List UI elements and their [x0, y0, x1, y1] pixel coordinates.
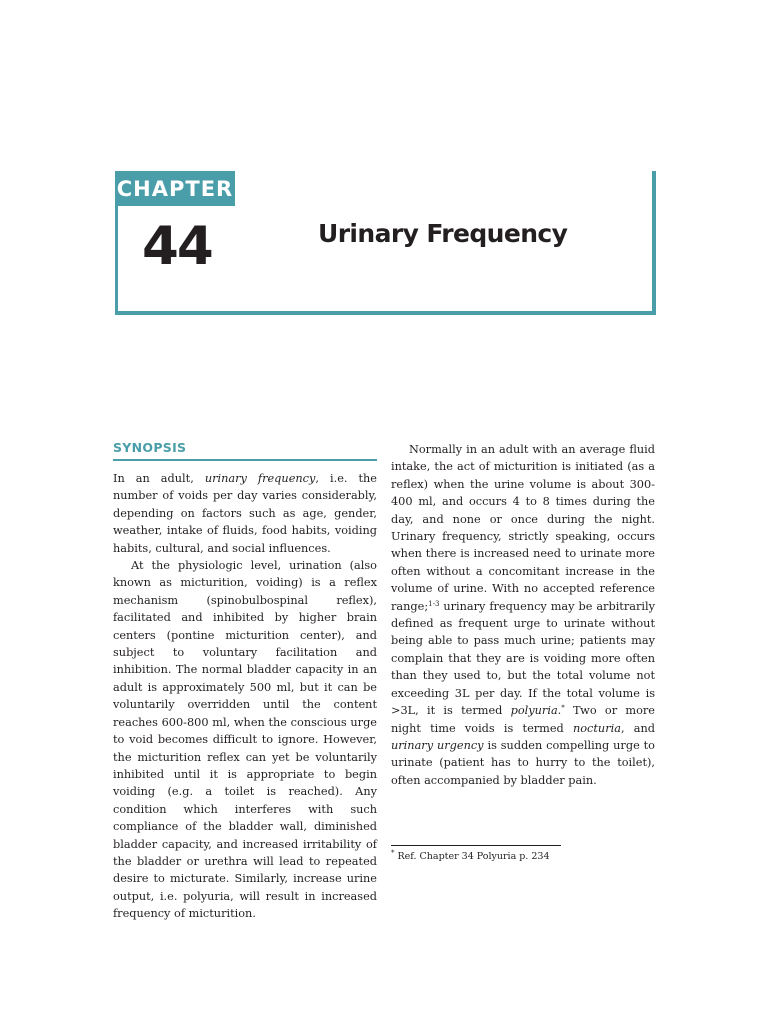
left-column	[113, 440, 377, 923]
footnote-text: Ref. Chapter 34 Polyuria p. 234	[394, 851, 550, 862]
chapter-title: Urinary Frequency	[318, 219, 568, 248]
footnote-star-marker: *	[561, 704, 565, 713]
footnote-marker: *	[391, 849, 395, 857]
synopsis-heading: SYNOPSIS	[113, 440, 377, 461]
p1-text-c: , i.e. the number of voids per day varies considerably, depending on factors such as age, gender, weather, intake of fluids, food habits, voiding habits, cultural, and social influences.	[113, 472, 377, 555]
frame-right-rule	[652, 171, 656, 311]
footnote-rule	[391, 845, 561, 846]
chapter-number: 44	[142, 216, 212, 277]
right-column	[391, 441, 655, 789]
synopsis-paragraph-2: At the physiologic level, urination (also known as micturition, voiding) is a reflex mechanism (spinobulbospinal reflex), facilitated and inhibited by higher brain centers (pontine micturition center), and subject to voluntary facilitation and inhibition. The normal bladder capacity in an adult is approximately 500 ml, but it can be voluntarily overridden until the content reaches 600-800 ml, when the conscious urge to void becomes difficult to ignore. However, the micturition reflex can yet be voluntarily inhibited until it is appropriate to begin voiding (e.g. a toilet is reached). Any condition which interferes with such compliance of the bladder wall, diminished bladder capacity, and increased irritability of the bladder or urethra will lead to repeated desire to micturate. Similarly, increase urine output, i.e. polyuria, will result in increased frequency of micturition.	[113, 559, 377, 921]
p1-term-urinary-frequency: urinary frequency	[204, 472, 316, 485]
p3-text-c: Two or more night time voids is termed	[391, 704, 655, 735]
p3-term-nocturia: nocturia	[572, 721, 621, 735]
chapter-header-frame	[115, 171, 656, 315]
footnote	[391, 850, 550, 863]
p3-term-polyuria: polyuria.	[510, 704, 562, 718]
synopsis-paragraph-3	[391, 441, 655, 789]
chapter-label: CHAPTER	[115, 171, 235, 206]
p3-term-urinary-urgency: urinary urgency	[391, 738, 484, 752]
p3-text-e: is sudden compelling urge to urinate (patient has to hurry to the toilet), often accompanied by bladder pain.	[391, 738, 655, 787]
p3-text-d: , and	[620, 721, 655, 735]
p3-text-b: urinary frequency may be arbitrarily defined as frequent urge to urinate without being able to pass much urine; patients may complain that they are is voiding more often than they used to, but the total volume not exceeding 3L per day. If the total volume is >3L, it is termed	[391, 599, 655, 718]
p3-text-a: Normally in an adult with an average fluid intake, the act of micturition is initiated (as a reflex) when the urine volume is about 300-400 ml, and occurs 4 to 8 times during the day, and none or once during the night. Urinary frequency, strictly speaking, occurs when there is increased need to urinate more often without a concomitant increase in the volume of urine. With no accepted reference range;	[391, 443, 655, 613]
p1-text-a: In an adult,	[113, 472, 205, 485]
reference-superscript: 1-3	[428, 599, 440, 608]
synopsis-paragraph-1	[113, 470, 377, 557]
